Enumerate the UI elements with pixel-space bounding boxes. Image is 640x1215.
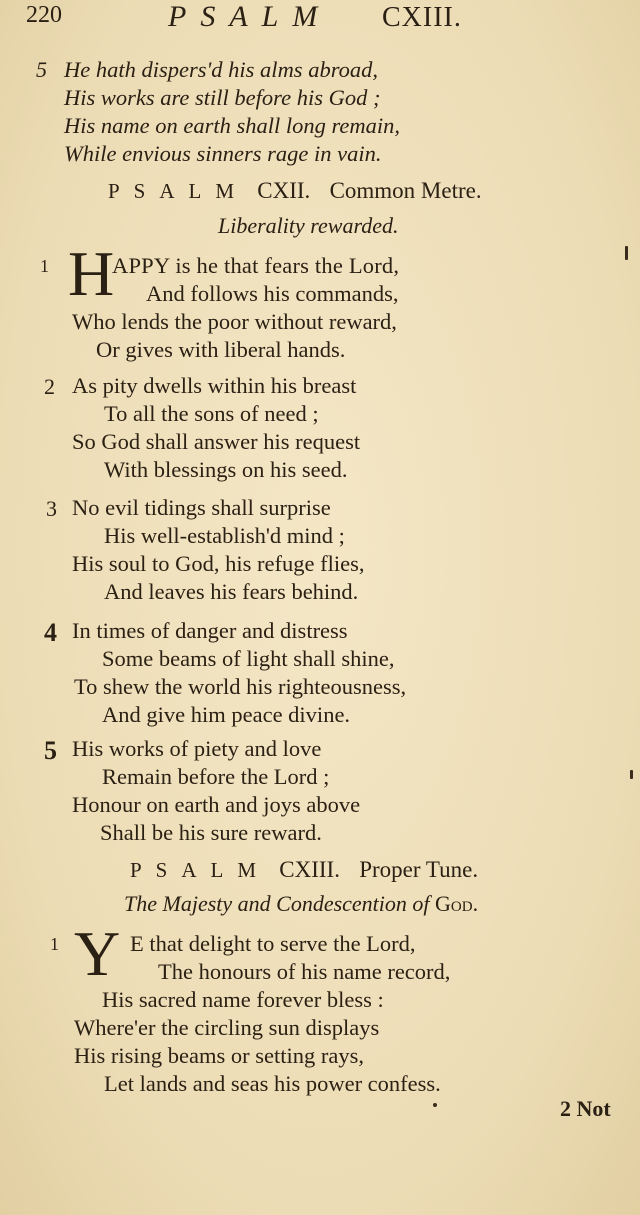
verse-line: His works of piety and love [72, 736, 322, 761]
verse-line: And leaves his fears behind. [104, 579, 359, 604]
verse-line: Who lends the poor without reward, [72, 309, 397, 334]
ink-speck [433, 1103, 437, 1107]
verse-line: While envious sinners rage in vain. [64, 141, 382, 166]
verse-line: Where'er the circling sun displays [74, 1015, 380, 1040]
psalm-subtitle-text: The Majesty and Condescention of [124, 891, 430, 916]
verse-line: As pity dwells within his breast [72, 373, 357, 398]
verse-line: His sacred name forever bless : [102, 987, 384, 1012]
psalm-heading [108, 178, 482, 204]
psalm-heading-word: PSALM [108, 179, 249, 203]
psalm-metre: Proper Tune. [359, 857, 479, 882]
margin-mark [625, 246, 628, 260]
drop-cap: H [68, 238, 115, 309]
verse-line: His rising beams or setting rays, [74, 1043, 364, 1068]
verse-line: And give him peace divine. [102, 702, 351, 727]
verse-line: To all the sons of need ; [104, 401, 319, 426]
verse-line: So God shall answer his request [72, 429, 361, 454]
psalm-subtitle: Liberality rewarded. [218, 213, 399, 238]
drop-cap: Y [74, 918, 121, 989]
verse-line: He hath dispers'd his alms abroad, [64, 57, 378, 82]
page-number: 220 [26, 2, 62, 28]
verse-line: E that delight to serve the Lord, [130, 931, 416, 956]
verse-line: Remain before the Lord ; [102, 764, 330, 789]
verse-line: His soul to God, his refuge flies, [72, 551, 365, 576]
catchword: 2 Not [560, 1096, 611, 1121]
psalm-metre: Common Metre. [329, 178, 482, 203]
verse-line: Some beams of light shall shine, [102, 646, 395, 671]
verse-number: 5 [44, 736, 57, 765]
verse-line: In times of danger and distress [72, 618, 348, 643]
verse-number: 5 [36, 57, 47, 82]
verse-number: 3 [46, 496, 57, 521]
psalm-heading-number: CXIII. [279, 857, 340, 882]
verse-number: 1 [40, 256, 49, 276]
verse-line: To shew the world his righteousness, [74, 674, 407, 699]
verse-number: 4 [44, 618, 57, 647]
psalm-heading-number: CXII. [257, 178, 311, 203]
verse-number: 2 [44, 374, 55, 399]
verse-line: His name on earth shall long remain, [64, 113, 401, 138]
running-head: PSALM [168, 0, 332, 33]
verse-line: His well-establish'd mind ; [104, 523, 345, 548]
verse-line: APPY is he that fears the Lord, [112, 253, 400, 278]
psalm-subtitle-god: God. [435, 891, 479, 916]
margin-mark [630, 770, 633, 779]
verse-line: His works are still before his God ; [64, 85, 381, 110]
verse-line: With blessings on his seed. [104, 457, 348, 482]
psalm-subtitle [124, 891, 478, 917]
running-head-number: CXIII. [382, 2, 462, 33]
verse-number: 1 [50, 934, 59, 954]
verse-line: Or gives with liberal hands. [96, 337, 346, 362]
verse-line: Shall be his sure reward. [100, 820, 322, 845]
verse-line: The honours of his name record, [158, 959, 451, 984]
verse-line: No evil tidings shall surprise [72, 495, 331, 520]
psalm-heading [130, 857, 478, 883]
verse-line: Honour on earth and joys above [72, 792, 361, 817]
psalm-heading-word: PSALM [130, 858, 271, 882]
verse-line: Let lands and seas his power confess. [104, 1071, 441, 1096]
verse-line: And follows his commands, [146, 281, 399, 306]
